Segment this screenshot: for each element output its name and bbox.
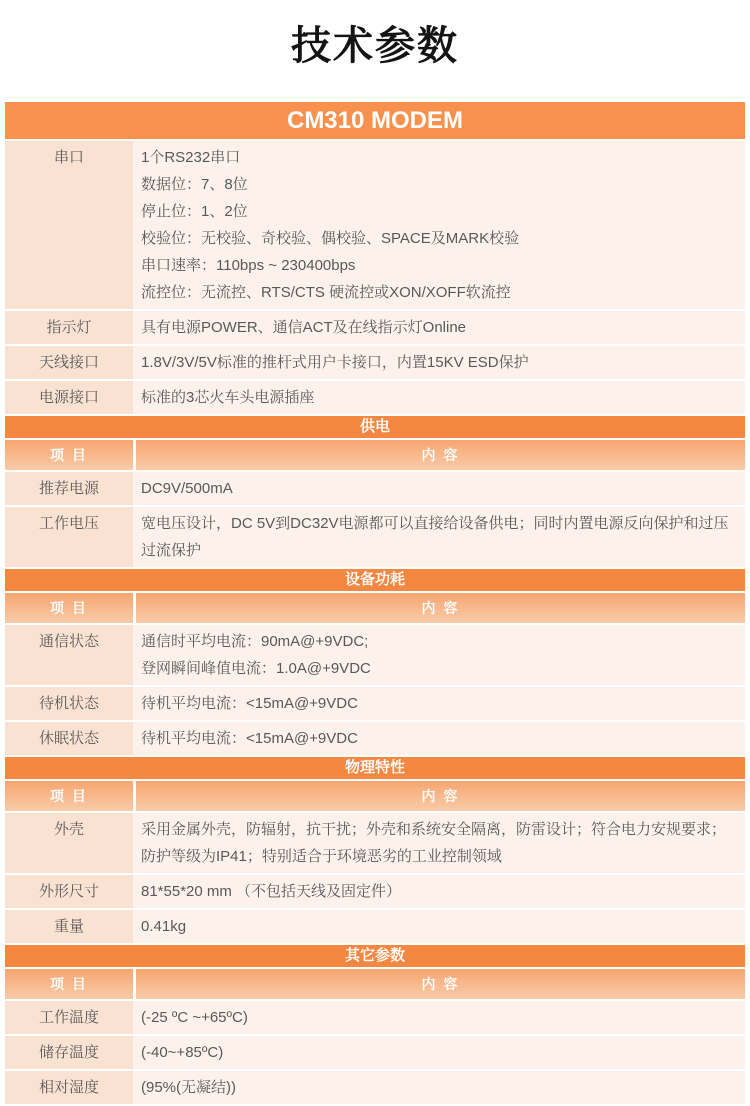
content-line: DC9V/500mA	[141, 480, 233, 497]
row-content	[133, 910, 745, 943]
spec-table-sections	[5, 141, 745, 1106]
section-header: 供电	[5, 416, 745, 438]
row-label: 推荐电源	[5, 472, 133, 505]
content-line: 1.8V/3V/5V标准的推杆式用户卡接口，内置15KV ESD保护	[141, 354, 529, 371]
content-line: 登网瞬间峰值电流：1.0A@+9VDC	[141, 660, 371, 677]
content-line: 采用金属外壳，防辐射，抗干扰；外壳和系统安全隔离，防雷设计；符合电力安规要求；防护等级为IP41；特别适合于环境恶劣的工业控制领域	[141, 821, 727, 865]
row-content	[133, 141, 745, 309]
column-header-content: 内 容	[133, 593, 745, 623]
row-content	[133, 1001, 745, 1034]
content-line: 待机平均电流：<15mA@+9VDC	[141, 695, 358, 712]
column-header-row	[5, 781, 745, 813]
column-header-content: 内 容	[133, 781, 745, 811]
row-label: 待机状态	[5, 687, 133, 720]
content-line: 数据位：7、8位	[141, 176, 248, 193]
row-label: 指示灯	[5, 311, 133, 344]
content-line: 标准的3芯火车头电源插座	[141, 389, 315, 406]
content-line: 宽电压设计，DC 5V到DC32V电源都可以直接给设备供电；同时内置电源反向保护和过压过流保护	[141, 515, 729, 559]
content-line: 具有电源POWER、通信ACT及在线指示灯Online	[141, 319, 467, 336]
section-rows	[5, 625, 745, 757]
section-rows	[5, 813, 745, 945]
section-header: 其它参数	[5, 945, 745, 967]
content-line: 81*55*20 mm （不包括天线及固定件）	[141, 883, 402, 900]
row-label: 外形尺寸	[5, 875, 133, 908]
column-header-item: 项 目	[50, 600, 88, 616]
section-rows	[5, 141, 745, 416]
row-content	[133, 687, 745, 720]
table-row	[5, 311, 745, 346]
table-row	[5, 141, 745, 311]
row-content	[133, 472, 745, 505]
table-row	[5, 625, 745, 687]
row-label: 工作电压	[5, 507, 133, 567]
table-row	[5, 346, 745, 381]
content-line: 串口速率：110bps ~ 230400bps	[141, 257, 356, 274]
row-label: 串口	[5, 141, 133, 309]
content-line: 1个RS232串口	[141, 149, 241, 166]
spec-section	[5, 757, 745, 945]
row-label: 通信状态	[5, 625, 133, 685]
table-row	[5, 722, 745, 757]
column-header-row	[5, 593, 745, 625]
spec-table	[5, 102, 745, 1106]
section-header: 设备功耗	[5, 569, 745, 591]
table-row	[5, 910, 745, 945]
row-content	[133, 381, 745, 414]
content-line: 待机平均电流：<15mA@+9VDC	[141, 730, 358, 747]
row-content	[133, 507, 745, 567]
table-row	[5, 1036, 745, 1071]
page-title: 技术参数	[291, 24, 459, 68]
column-header-item: 项 目	[50, 976, 88, 992]
row-content	[133, 625, 745, 685]
table-row	[5, 472, 745, 507]
column-header-row	[5, 969, 745, 1001]
column-header-item: 项 目	[50, 447, 88, 463]
row-content	[133, 346, 745, 379]
row-content	[133, 1036, 745, 1069]
spec-section	[5, 569, 745, 757]
content-line: (-40~+85ºC)	[141, 1044, 224, 1061]
table-row	[5, 875, 745, 910]
spec-section	[5, 141, 745, 416]
row-content	[133, 311, 745, 344]
section-header: 物理特性	[5, 757, 745, 779]
content-line: (95%(无凝结))	[141, 1079, 237, 1096]
column-header-content: 内 容	[133, 969, 745, 999]
column-header-content: 内 容	[133, 440, 745, 470]
row-content	[133, 875, 745, 908]
row-label: 储存温度	[5, 1036, 133, 1069]
spec-section	[5, 416, 745, 569]
content-line: 流控位：无流控、RTS/CTS 硬流控或XON/XOFF软流控	[141, 284, 511, 301]
table-row	[5, 687, 745, 722]
table-row	[5, 1071, 745, 1106]
table-row	[5, 381, 745, 416]
section-rows	[5, 472, 745, 569]
row-label: 工作温度	[5, 1001, 133, 1034]
column-header-row	[5, 440, 745, 472]
column-header-item: 项 目	[50, 788, 88, 804]
row-content	[133, 722, 745, 755]
product-header: CM310 MODEM	[5, 102, 745, 139]
spec-section	[5, 945, 745, 1106]
spec-page	[0, 20, 750, 1096]
row-label: 天线接口	[5, 346, 133, 379]
table-row	[5, 813, 745, 875]
row-label: 电源接口	[5, 381, 133, 414]
content-line: 0.41kg	[141, 918, 187, 935]
row-label: 休眠状态	[5, 722, 133, 755]
content-line: 通信时平均电流：90mA@+9VDC;	[141, 633, 369, 650]
content-line: (-25 ºC ~+65ºC)	[141, 1009, 248, 1026]
content-line: 校验位：无校验、奇校验、偶校验、SPACE及MARK校验	[141, 230, 520, 247]
table-row	[5, 1001, 745, 1036]
row-label: 重量	[5, 910, 133, 943]
table-row	[5, 507, 745, 569]
row-label: 相对湿度	[5, 1071, 133, 1104]
row-content	[133, 813, 745, 873]
content-line: 停止位：1、2位	[141, 203, 248, 220]
row-label: 外壳	[5, 813, 133, 873]
section-rows	[5, 1001, 745, 1106]
row-content	[133, 1071, 745, 1104]
